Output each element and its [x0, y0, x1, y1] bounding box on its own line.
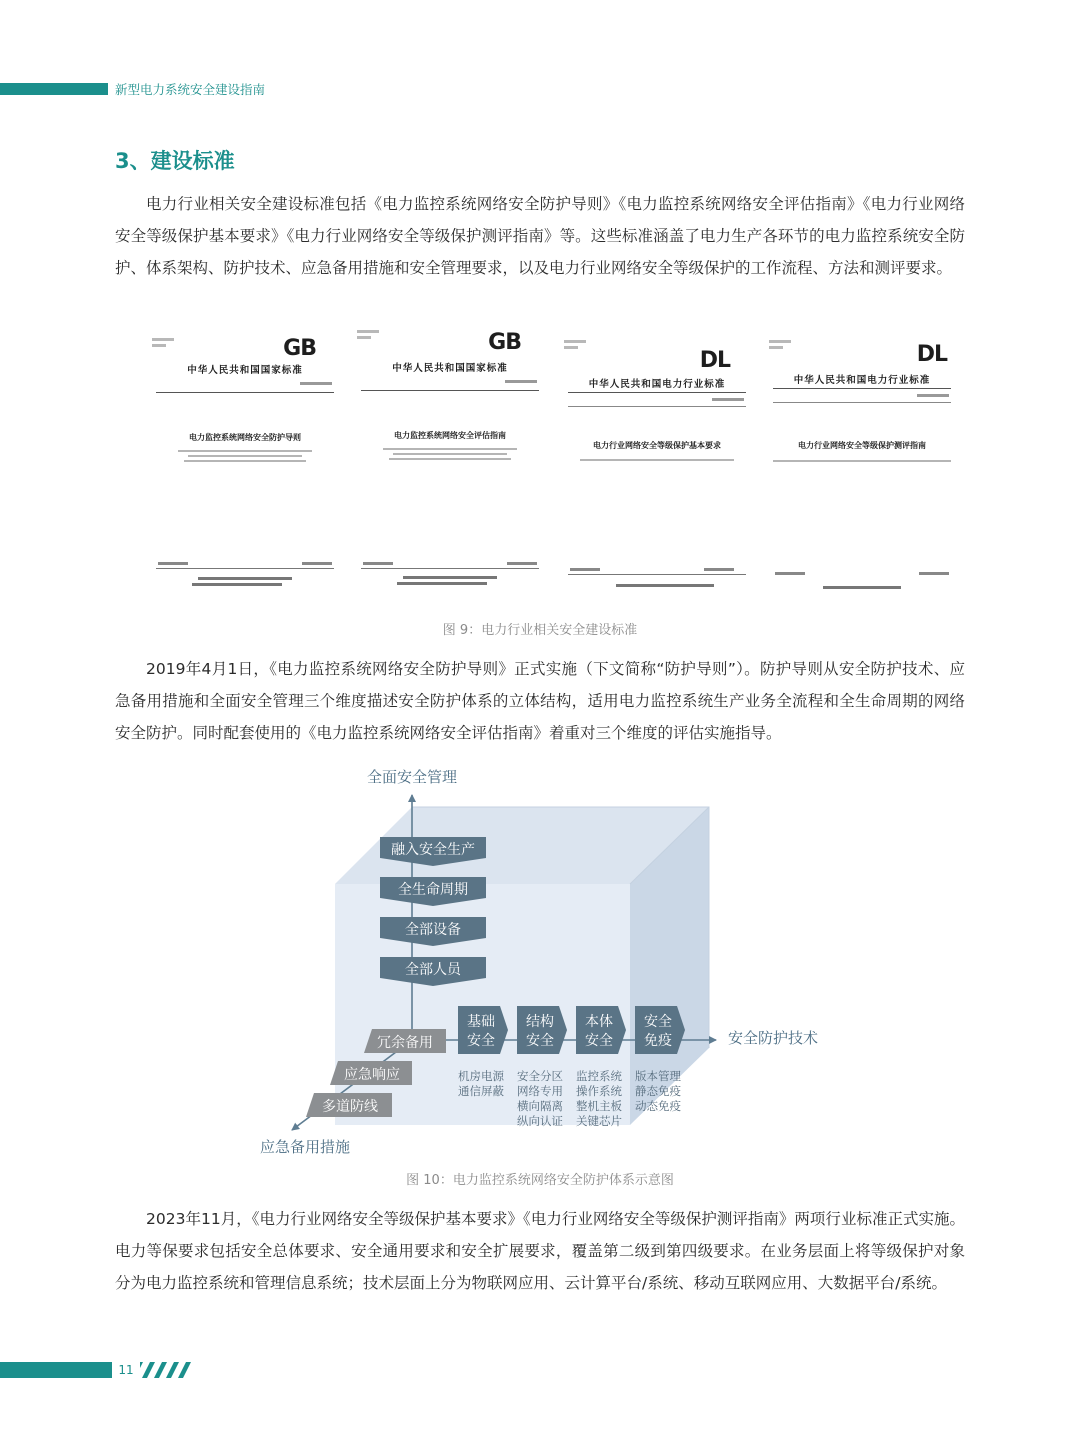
tech-sub-item: 版本管理 — [635, 1069, 681, 1083]
standard-cover-1 — [148, 322, 342, 602]
emergency-tag-defense — [306, 1093, 392, 1117]
svg-text:安全: 安全 — [467, 1033, 495, 1049]
section-title: 3、建设标准 — [115, 149, 235, 173]
figure-10-caption: 图 10：电力监控系统网络安全防护体系示意图 — [406, 1173, 674, 1188]
standard-title: 电力监控系统网络安全防护导则 — [189, 433, 301, 442]
axis-emergency-label: 应急备用措施 — [259, 1138, 351, 1156]
standard-logo: GB — [283, 336, 316, 361]
paragraph-protection-guide: 2019年4月1日，《电力监控系统网络安全防护导则》正式实施（下文简称“防护导则”）。防护导则从安全防护技术、应急备用措施和全面安全管理三个维度描述安全防护体系的立体结构，适用电力监控系统生产业务全流程和全生命周期的网络安全防护。同时配套使用的《电力监控系统网络安全评估指南》着重对三个维度的评估实施指导。 — [115, 660, 965, 742]
tech-sub-item: 网络专用 — [517, 1084, 563, 1098]
svg-text:安全: 安全 — [526, 1033, 554, 1049]
svg-text:冗余备用: 冗余备用 — [377, 1035, 433, 1051]
tech-box-immunity — [635, 1006, 685, 1054]
standard-org: 中华人民共和国电力行业标准 — [793, 375, 931, 386]
emergency-tag-redundancy — [364, 1029, 446, 1053]
standard-org: 中华人民共和国国家标准 — [392, 363, 508, 374]
svg-text:免疫: 免疫 — [644, 1033, 672, 1049]
tech-sub-item: 横向隔离 — [517, 1099, 563, 1113]
tech-sub-item: 静态免疫 — [635, 1084, 681, 1098]
page-number: 11 — [112, 1362, 140, 1378]
svg-text:安全: 安全 — [585, 1033, 613, 1049]
tech-sub-item: 操作系统 — [576, 1084, 622, 1098]
figure-9-caption: 图 9：电力行业相关安全建设标准 — [442, 623, 638, 638]
standard-org: 中华人民共和国国家标准 — [187, 365, 303, 376]
tech-sub-item: 通信屏蔽 — [458, 1084, 504, 1098]
emergency-tag-response — [330, 1061, 412, 1085]
tech-box-ontology — [576, 1006, 626, 1054]
svg-text:基础: 基础 — [467, 1014, 495, 1030]
header-accent-bar — [0, 83, 108, 95]
standard-logo: DL — [916, 342, 947, 367]
svg-text:全生命周期: 全生命周期 — [398, 882, 468, 898]
tech-sub-item: 动态免疫 — [635, 1099, 681, 1113]
svg-text:全部人员: 全部人员 — [405, 962, 461, 978]
svg-text:本体: 本体 — [585, 1014, 613, 1030]
standard-logo: DL — [699, 348, 730, 373]
standard-org: 中华人民共和国电力行业标准 — [588, 379, 726, 390]
axis-management-label: 全面安全管理 — [366, 768, 458, 786]
axis-technology-label: 安全防护技术 — [728, 1029, 819, 1047]
footer-bar — [0, 1362, 200, 1378]
paragraph-standards-intro: 电力行业相关安全建设标准包括《电力监控系统网络安全防护导则》《电力监控系统网络安全评估指南》《电力行业网络安全等级保护基本要求》《电力行业网络安全等级保护测评指南》等。这些标准涵盖了电力生产各环节的电力监控系统安全防护、体系架构、防护技术、应急备用措施和安全管理要求，以及电力行业网络安全等级保护的工作流程、方法和测评要求。 — [115, 195, 965, 277]
tech-sub-item: 监控系统 — [576, 1069, 622, 1083]
tech-sub-item: 关键芯片 — [576, 1114, 622, 1128]
standard-cover-3 — [560, 322, 754, 602]
standard-logo: GB — [488, 330, 521, 355]
svg-text:结构: 结构 — [526, 1014, 554, 1030]
tech-sub-item: 机房电源 — [458, 1069, 504, 1083]
tech-box-basic — [458, 1006, 508, 1054]
tech-sub-item: 整机主板 — [576, 1099, 622, 1113]
svg-text:安全: 安全 — [644, 1014, 672, 1030]
svg-text:融入安全生产: 融入安全生产 — [391, 842, 475, 858]
standard-cover-4 — [765, 322, 959, 602]
standard-title: 电力行业网络安全等级保护基本要求 — [593, 441, 721, 450]
svg-text:全部设备: 全部设备 — [405, 922, 461, 938]
tech-sub-item: 纵向认证 — [517, 1114, 563, 1128]
header-title: 新型电力系统安全建设指南 — [115, 82, 266, 97]
standard-title: 电力行业网络安全等级保护测评指南 — [798, 441, 926, 450]
svg-text:多道防线: 多道防线 — [322, 1099, 378, 1115]
paragraph-classified-protection: 2023年11月，《电力行业网络安全等级保护基本要求》《电力行业网络安全等级保护测评指南》两项行业标准正式实施。电力等保要求包括安全总体要求、安全通用要求和安全扩展要求，覆盖第二级到第四级要求。在业务层面上将等级保护对象分为电力监控系统和管理信息系统；技术层面上分为物联网应用、云计算平台/系统、移动互联网应用、大数据平台/系统。 — [115, 1210, 965, 1292]
security-system-diagram — [0, 760, 1080, 1165]
tech-box-structure — [517, 1006, 567, 1054]
svg-text:应急响应: 应急响应 — [344, 1067, 400, 1083]
standard-cover-2 — [353, 322, 547, 602]
standard-title: 电力监控系统网络安全评估指南 — [394, 431, 506, 440]
tech-sub-item: 安全分区 — [517, 1069, 563, 1083]
